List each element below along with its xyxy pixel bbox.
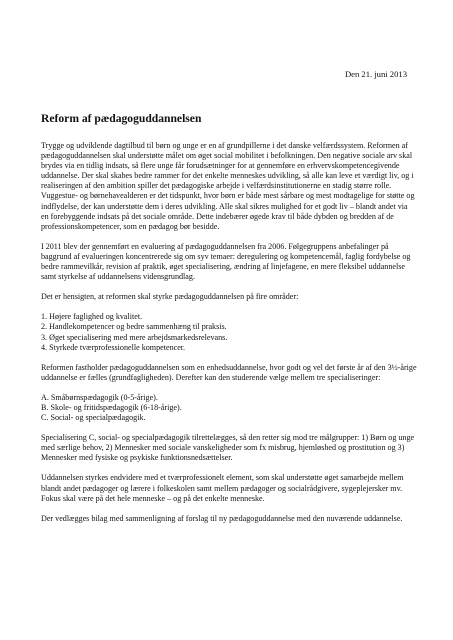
list-item: B. Skole- og fritidspædagogik (6-18-årige).: [41, 402, 182, 412]
list-item: 1. Højere faglighed og kvalitet.: [41, 312, 143, 322]
paragraph-appendix: Der vedlægges bilag med sammenligning af forslag til ny pædagoguddannelse med den nuværende uddannelse.: [41, 513, 403, 523]
list-item: 3. Øget specialisering med mere arbejdsmarkedsrelevans.: [41, 332, 228, 342]
list-item: 2. Handlekompetencer og bedre sammenhæng til praksis.: [41, 322, 227, 332]
list-item: A. Småbørnspædagogik (0-5-årige).: [41, 392, 158, 402]
list-item: 4. Styrkede tværprofessionelle kompetencer.: [41, 342, 186, 352]
document-date: Den 21. juni 2013: [344, 69, 407, 79]
paragraph-cross-professional: Uddannelsen styrkes endvidere med et tværprofessionelt element, som skal understøtte øget samarbejde mellem blandt andet pædagoger og lærere i folkeskolen samt mellem pædagoger og socialrådgivere, sygeplejersker mv. Fokus skal være på det hele menneske – og på det enkelte menneske.: [41, 473, 404, 503]
paragraph-structure: Reformen fastholder pædagoguddannelsen som en enhedsuddannelse, hvor godt og vel det første år af den 3½-årige uddannelse er fælles (grundfagligheden). Derefter kan den studerende vælge mellem tre specialiseringer:: [41, 362, 417, 382]
paragraph-focus-areas: Det er hensigten, at reformen skal styrke pædagoguddannelsen på fire områder:: [41, 292, 299, 302]
paragraph-specialization-c: Specialisering C, social- og specialpædagogik tilrettelægges, så den retter sig mod tre målgrupper: 1) Børn og unge med særlige behov, 2) Mennesker med sociale vanskeligheder som fx misbrug, hjemløshed og prostitution og 3) Mennesker med fysiske og psykiske funktionsnedsættelser.: [41, 433, 415, 463]
focus-areas-list: [41, 312, 417, 352]
document-body: [41, 141, 417, 534]
specialization-list: [41, 393, 417, 423]
document-title: Reform af pædagoguddannelsen: [41, 112, 202, 125]
list-item: C. Social- og specialpædagogik.: [41, 413, 146, 423]
paragraph-intro: Trygge og udviklende dagtilbud til børn og unge er en af grundpillerne i det danske velfærdssystem. Reformen af pædagoguddannelsen skal understøtte målet om øget social mobilitet i befolkningen. Den negative sociale arv skal brydes via en tidlig indsats, så flere unge får forudsætninger for at gennemføre en erhvervskompetencegivende uddannelse. Der skal skabes bedre rammer for det enkelte menneskes udvikling, så alle kan leve et værdigt liv, og i realiseringen af den ambition spiller det pædagogiske arbejde i velfærdsinstitutionerne en stadig større rolle. Vuggestue- og børnehavealderen er det tidspunkt, hvor børn er både mest sårbare og mest modtagelige for støtte og indflydelse, der kan understøtte dem i deres udvikling. Alle skal sikres mulighed for et godt liv – blandt andet via en forebyggende indsats på det sociale område. Dette indebærer øgede krav til både dybden og bredden af de professionskompetencer, som en pædagog bør besidde.: [41, 141, 415, 231]
paragraph-evaluation: I 2011 blev der gennemført en evaluering af pædagoguddannelsen fra 2006. Følgegruppens anbefalinger på baggrund af evalueringen koncentrerede sig om syv temaer: deregulering og kompetencemål, faglig fordybelse og bedre rammevilkår, revision af praktik, øget specialisering, ændring af linjefagene, en mere fleksibel uddannelse samt styrkelse af uddannelsens vidensgrundlag.: [41, 241, 411, 282]
